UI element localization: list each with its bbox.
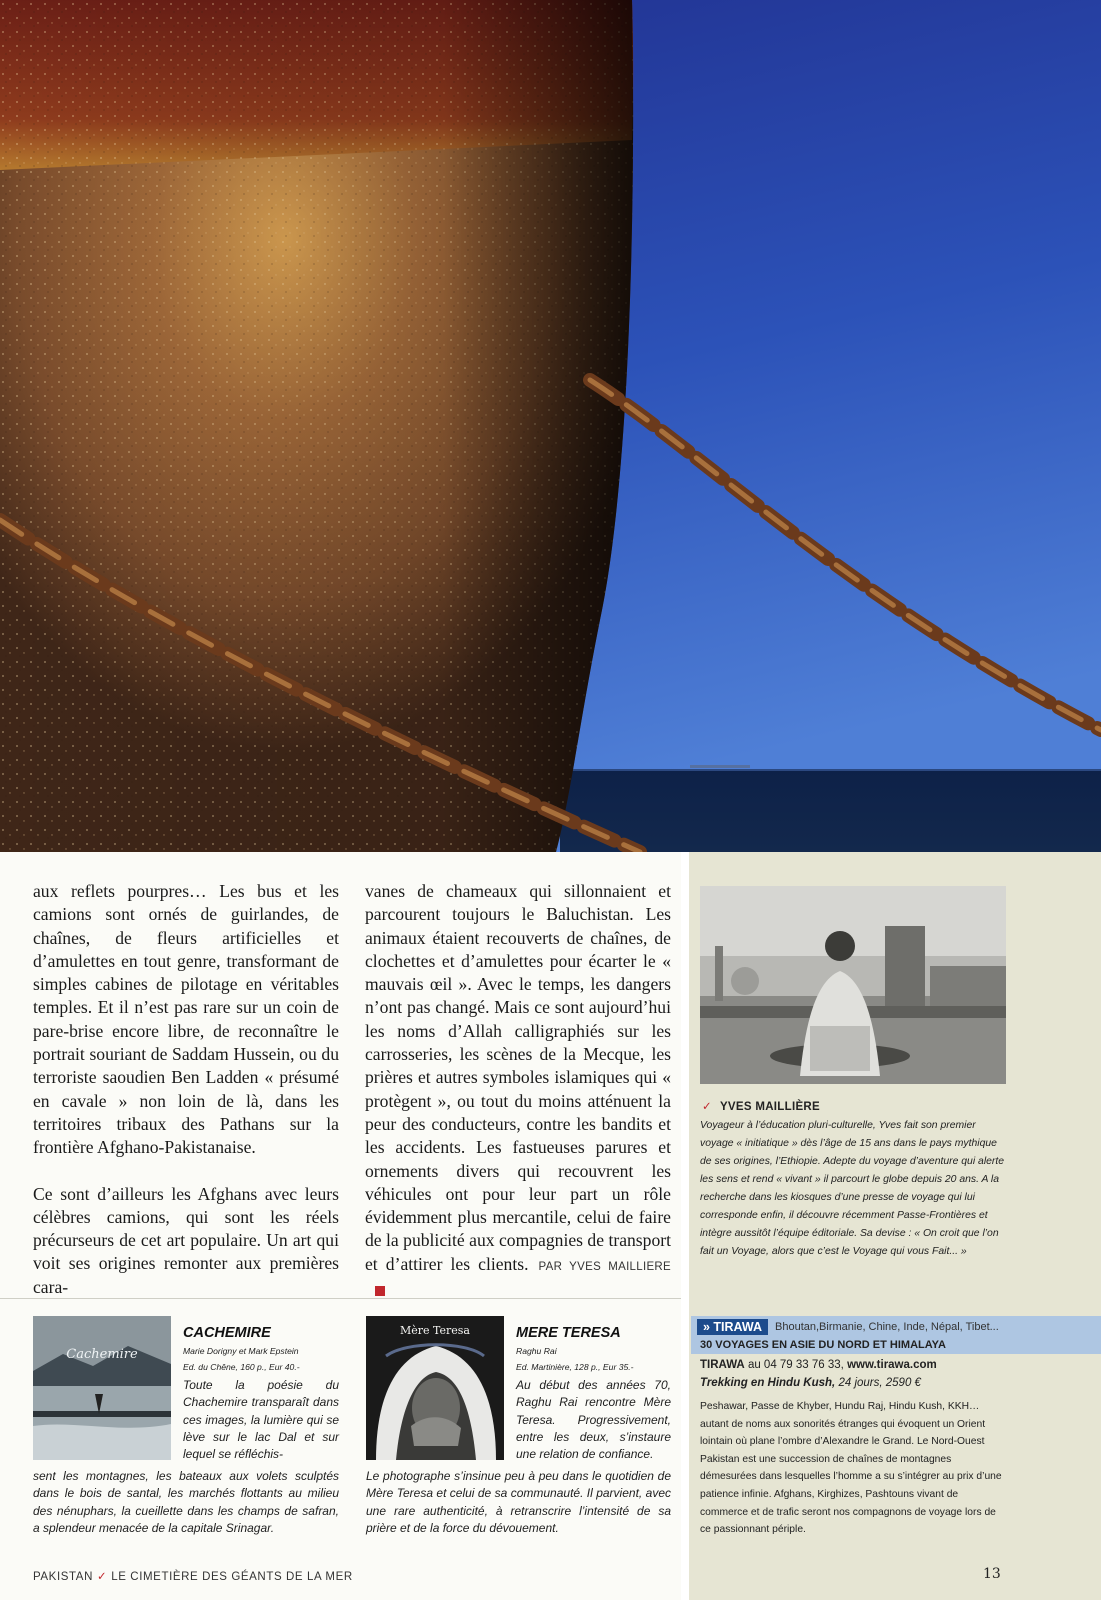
book-publisher-cachemire: Ed. du Chêne, 160 p., Eur 40.-	[183, 1362, 300, 1372]
book-cover-cachemire	[33, 1316, 171, 1460]
tirawa-trip-name: Trekking en Hindu Kush,	[700, 1377, 836, 1389]
tirawa-trip-details: 24 jours, 2590 €	[838, 1377, 921, 1389]
checkmark-icon: ✓	[96, 1571, 108, 1583]
article-paragraph-text: vanes de chameaux qui sillonnaient et parcourent toujours le Baluchistan. Les animaux étaient recouverts de chaînes, de clochettes et d’amulettes pour écarter le « mauvais œil ». Avec le temps, les dangers n’ont pas changé. Mais ce sont aujourd’hui les noms d’Allah calligraphiés sur les carrosseries, les scènes de la Mecque, les prières et autres symboles islamiques qui « protègent », ou tout du moins atténuent la peur des conducteurs, contre les bandits et les accidents. Les fastueuses parures et ornements divers qui recouvrent les véhicules ont pour leur part un rôle évidemment plus mercantile, celui de faire de la publicité aux compagnies de transport et d’attirer les clients.	[365, 881, 671, 1274]
tirawa-phone: au 04 79 33 76 33,	[747, 1359, 844, 1371]
author-name-text: YVES MAILLIÈRE	[719, 1101, 820, 1113]
book-authors-mere-teresa: Raghu Rai	[516, 1346, 557, 1356]
checkmark-icon: ✓	[702, 1101, 712, 1113]
mere-teresa-cover-title: Mère Teresa	[399, 1324, 471, 1337]
author-photo	[700, 886, 1006, 1084]
tirawa-contact-name: TIRAWA	[700, 1359, 745, 1371]
tirawa-contact	[700, 1359, 937, 1371]
book-review-cachemire-bottom: sent les montagnes, les bateaux aux volets sculptés dans le bois de santal, les marchés flottants au milieu des nénuphars, la cueillette dans les champs de safran, a splendeur menacée de la capitale Srinagar.	[33, 1469, 339, 1535]
book-publisher-mere-teresa: Ed. Martinière, 128 p., Eur 35.-	[516, 1362, 634, 1372]
page-number: 13	[983, 1566, 1001, 1582]
book-review-cachemire-top: Toute la poésie du Chachemire transparaît dans ces images, la lumière qui se lève sur le lac Dal et sur lequel se réfléchis-	[183, 1378, 339, 1462]
end-mark-square-icon	[375, 1286, 385, 1296]
book-review-mere-teresa-bottom: Le photographe s’insinue peu à peu dans le quotidien de Mère Teresa et celui de sa communauté. Il parvient, avec une rare authenticité, à retranscrire l’intensité de sa prière et de la force du dévouement.	[366, 1469, 671, 1535]
cachemire-cover-title: Cachemire	[66, 1347, 138, 1362]
book-cover-mere-teresa	[366, 1316, 504, 1460]
article-paragraph: Ce sont d’ailleurs les Afghans avec leurs célèbres camions, qui sont les réels précurseurs de cet art populaire. Un art qui voit ses origines remonter aux premières cara-	[33, 1183, 339, 1297]
cachemire-cover-illustration	[33, 1316, 171, 1460]
tirawa-website-link[interactable]: www.tirawa.com	[847, 1359, 937, 1371]
article-byline: PAR YVES MAILLIERE	[538, 1260, 671, 1273]
article-paragraph: aux reflets pourpres… Les bus et les camions sont ornés de guirlandes, de chaînes, de fleurs artificielles et d’amulettes en tout genre, transformant de simples cabines de pilotage en véritables temples. Et il n’est pas rare sur un coin de pare-brise encore libre, de reconnaître le portrait souriant de Saddam Hussein, ou du terroriste saoudien Ben Ladden « présumé en cavale » non loin de là, dans les territoires tribaux des Pathans sur la frontière Afghano-Pakistanaise.	[33, 881, 339, 1158]
article-column-1	[33, 880, 339, 1297]
book-authors-cachemire: Marie Dorigny et Mark Epstein	[183, 1346, 299, 1356]
tirawa-label: » TIRAWA	[697, 1319, 768, 1335]
mere-teresa-cover-illustration	[366, 1316, 504, 1460]
section-divider	[0, 1298, 681, 1299]
tirawa-headline: 30 VOYAGES EN ASIE DU NORD ET HIMALAYA	[700, 1339, 946, 1351]
column-divider	[681, 852, 689, 1600]
tirawa-trip	[700, 1377, 921, 1389]
book-title-cachemire: CACHEMIRE	[183, 1325, 271, 1341]
footer-title: LE CIMETIÈRE DES GÉANTS DE LA MER	[111, 1571, 353, 1583]
article-column-2	[365, 880, 671, 1282]
author-name	[702, 1099, 820, 1113]
book-title-mere-teresa: MERE TERESA	[516, 1325, 621, 1341]
footer-section: PAKISTAN	[33, 1571, 93, 1583]
article-paragraph	[365, 880, 671, 1302]
book-review-mere-teresa-top: Au début des années 70, Raghu Rai rencontre Mère Teresa. Progressivement, entre les deux, s’instaure une relation de confiance.	[516, 1378, 671, 1462]
tirawa-countries: Bhoutan,Birmanie, Chine, Inde, Népal, Tibet...	[775, 1321, 999, 1333]
author-portrait-illustration	[700, 886, 1006, 1084]
tirawa-description: Peshawar, Passe de Khyber, Hundu Raj, Hindu Kush, KKH… autant de noms aux sonorités étranges qui évoquent un Orient lointain où plane l’ombre d’Alexandre le Grand. Le Nord-Ouest Pakistan est une succession de chaînes de montagnes démesurées dans lesquelles l’homme a su s’intégrer au prix d’une patience infinie. Afghans, Kirghizes, Pashtouns vivant de commerce et de trafic seront nos compagnons de voyage lors de ce passionnant périple.	[700, 1401, 1002, 1536]
running-footer	[33, 1569, 353, 1583]
author-bio: Voyageur à l’éducation pluri-culturelle, Yves fait son premier voyage « initiatique » dès l’âge de 15 ans dans le pays mythique de ses origines, l’Ethiopie. Adepte du voyage d’aventure qui alerte les sens et rend « vivant » il parcourt le globe depuis 20 ans. A la recherche dans les kiosques d’une presse de voyage qui lui corresponde enfin, il découvre récemment Passe-Frontières et intègre aussitôt l’équipe éditoriale. Sa devise : « On croit que l’on fait un Voyage, alors que c’est le Voyage qui vous Fait... »	[700, 1120, 1005, 1257]
